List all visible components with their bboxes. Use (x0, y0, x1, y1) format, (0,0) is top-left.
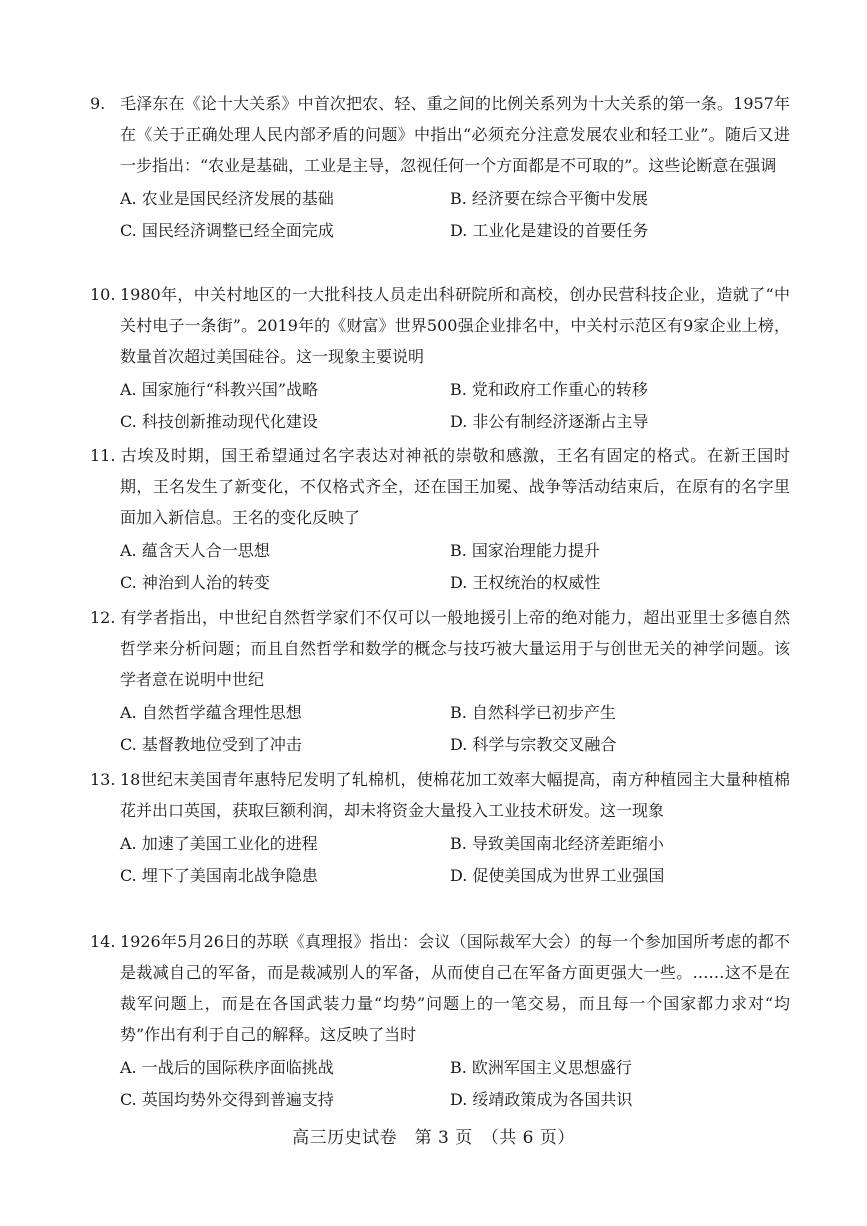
question-text: 18世纪末美国青年惠特尼发明了轧棉机，使棉花加工效率大幅提高，南方种植园主大量种植棉花并出口英国，获取巨额利润，却未将资金大量投入工业技术研发。这一现象 (120, 770, 790, 820)
question-11 (90, 440, 790, 598)
option-b[interactable]: B. 党和政府工作重心的转移 (450, 380, 648, 399)
question-stem (90, 279, 790, 372)
answer-options (120, 828, 790, 891)
question-14 (90, 926, 790, 1115)
option-c[interactable]: C. 神治到人治的转变 (120, 573, 270, 592)
option-a[interactable]: A. 国家施行“科教兴国”战略 (120, 380, 319, 399)
option-b[interactable]: B. 欧洲军国主义思想盛行 (450, 1058, 632, 1077)
answer-options (120, 374, 790, 437)
option-d[interactable]: D. 科学与宗教交叉融合 (450, 735, 617, 754)
option-c[interactable]: C. 科技创新推动现代化建设 (120, 412, 318, 431)
option-b[interactable]: B. 导致美国南北经济差距缩小 (450, 834, 664, 853)
question-number: 13. (90, 770, 116, 789)
option-b[interactable]: B. 国家治理能力提升 (450, 541, 600, 560)
option-d[interactable]: D. 非公有制经济逐渐占主导 (450, 412, 649, 431)
answer-options (120, 1052, 790, 1115)
option-a[interactable]: A. 一战后的国际秩序面临挑战 (120, 1058, 334, 1077)
question-10 (90, 279, 790, 437)
option-b[interactable]: B. 自然科学已初步产生 (450, 703, 616, 722)
option-a[interactable]: A. 农业是国民经济发展的基础 (120, 189, 334, 208)
option-c[interactable]: C. 基督教地位受到了冲击 (120, 735, 302, 754)
answer-options (120, 535, 790, 598)
question-stem (90, 602, 790, 695)
question-stem (90, 88, 790, 181)
option-d[interactable]: D. 工业化是建设的首要任务 (450, 221, 649, 240)
question-number: 10. (90, 285, 116, 304)
answer-options (120, 183, 790, 246)
question-text: 古埃及时期，国王希望通过名字表达对神祇的崇敬和感激，王名有固定的格式。在新王国时期，王名发生了新变化，不仅格式齐全，还在国王加冕、战争等活动结束后，在原有的名字里面加入新信息。王名的变化反映了 (120, 446, 790, 527)
option-b[interactable]: B. 经济要在综合平衡中发展 (450, 189, 648, 208)
question-9 (90, 88, 790, 246)
question-text: 1926年5月26日的苏联《真理报》指出：会议（国际裁军大会）的每一个参加国所考虑的都不是裁减自己的军备，而是裁减别人的军备，从而使自己在军备方面更强大一些。……这不是在裁军问题上，而是在各国武装力量“均势”问题上的一笔交易，而且每一个国家都力求对“均势”作出有利于自己的解释。这反映了当时 (120, 932, 790, 1044)
option-d[interactable]: D. 王权统治的权威性 (450, 573, 601, 592)
question-stem (90, 764, 790, 826)
question-number: 12. (90, 608, 116, 627)
question-number: 14. (90, 932, 116, 951)
question-12 (90, 602, 790, 760)
question-number: 11. (90, 446, 116, 465)
option-c[interactable]: C. 国民经济调整已经全面完成 (120, 221, 334, 240)
question-text: 毛泽东在《论十大关系》中首次把农、轻、重之间的比例关系列为十大关系的第一条。1957年在《关于正确处理人民内部矛盾的问题》中指出“必须充分注意发展农业和轻工业”。随后又进一步指出：“农业是基础，工业是主导，忽视任何一个方面都是不可取的”。这些论断意在强调 (120, 94, 790, 175)
question-text: 1980年，中关村地区的一大批科技人员走出科研院所和高校，创办民营科技企业，造就了“中关村电子一条街”。2019年的《财富》世界500强企业排名中，中关村示范区有9家企业上榜，数量首次超过美国硅谷。这一现象主要说明 (120, 285, 790, 366)
option-a[interactable]: A. 自然哲学蕴含理性思想 (120, 703, 302, 722)
option-c[interactable]: C. 埋下了美国南北战争隐患 (120, 866, 318, 885)
answer-options (120, 697, 790, 760)
option-c[interactable]: C. 英国均势外交得到普遍支持 (120, 1090, 334, 1109)
question-stem (90, 440, 790, 533)
option-d[interactable]: D. 绥靖政策成为各国共识 (450, 1090, 633, 1109)
question-number: 9. (90, 94, 106, 113)
question-13 (90, 764, 790, 891)
option-a[interactable]: A. 加速了美国工业化的进程 (120, 834, 318, 853)
question-stem (90, 926, 790, 1050)
option-d[interactable]: D. 促使美国成为世界工业强国 (450, 866, 665, 885)
option-a[interactable]: A. 蕴含天人合一思想 (120, 541, 270, 560)
question-text: 有学者指出，中世纪自然哲学家们不仅可以一般地援引上帝的绝对能力，超出亚里士多德自然哲学来分析问题；而且自然哲学和数学的概念与技巧被大量运用于与创世无关的神学问题。该学者意在说明中世纪 (120, 608, 790, 689)
page-footer: 高三历史试卷 第 3 页 （共 6 页） (292, 1128, 575, 1148)
